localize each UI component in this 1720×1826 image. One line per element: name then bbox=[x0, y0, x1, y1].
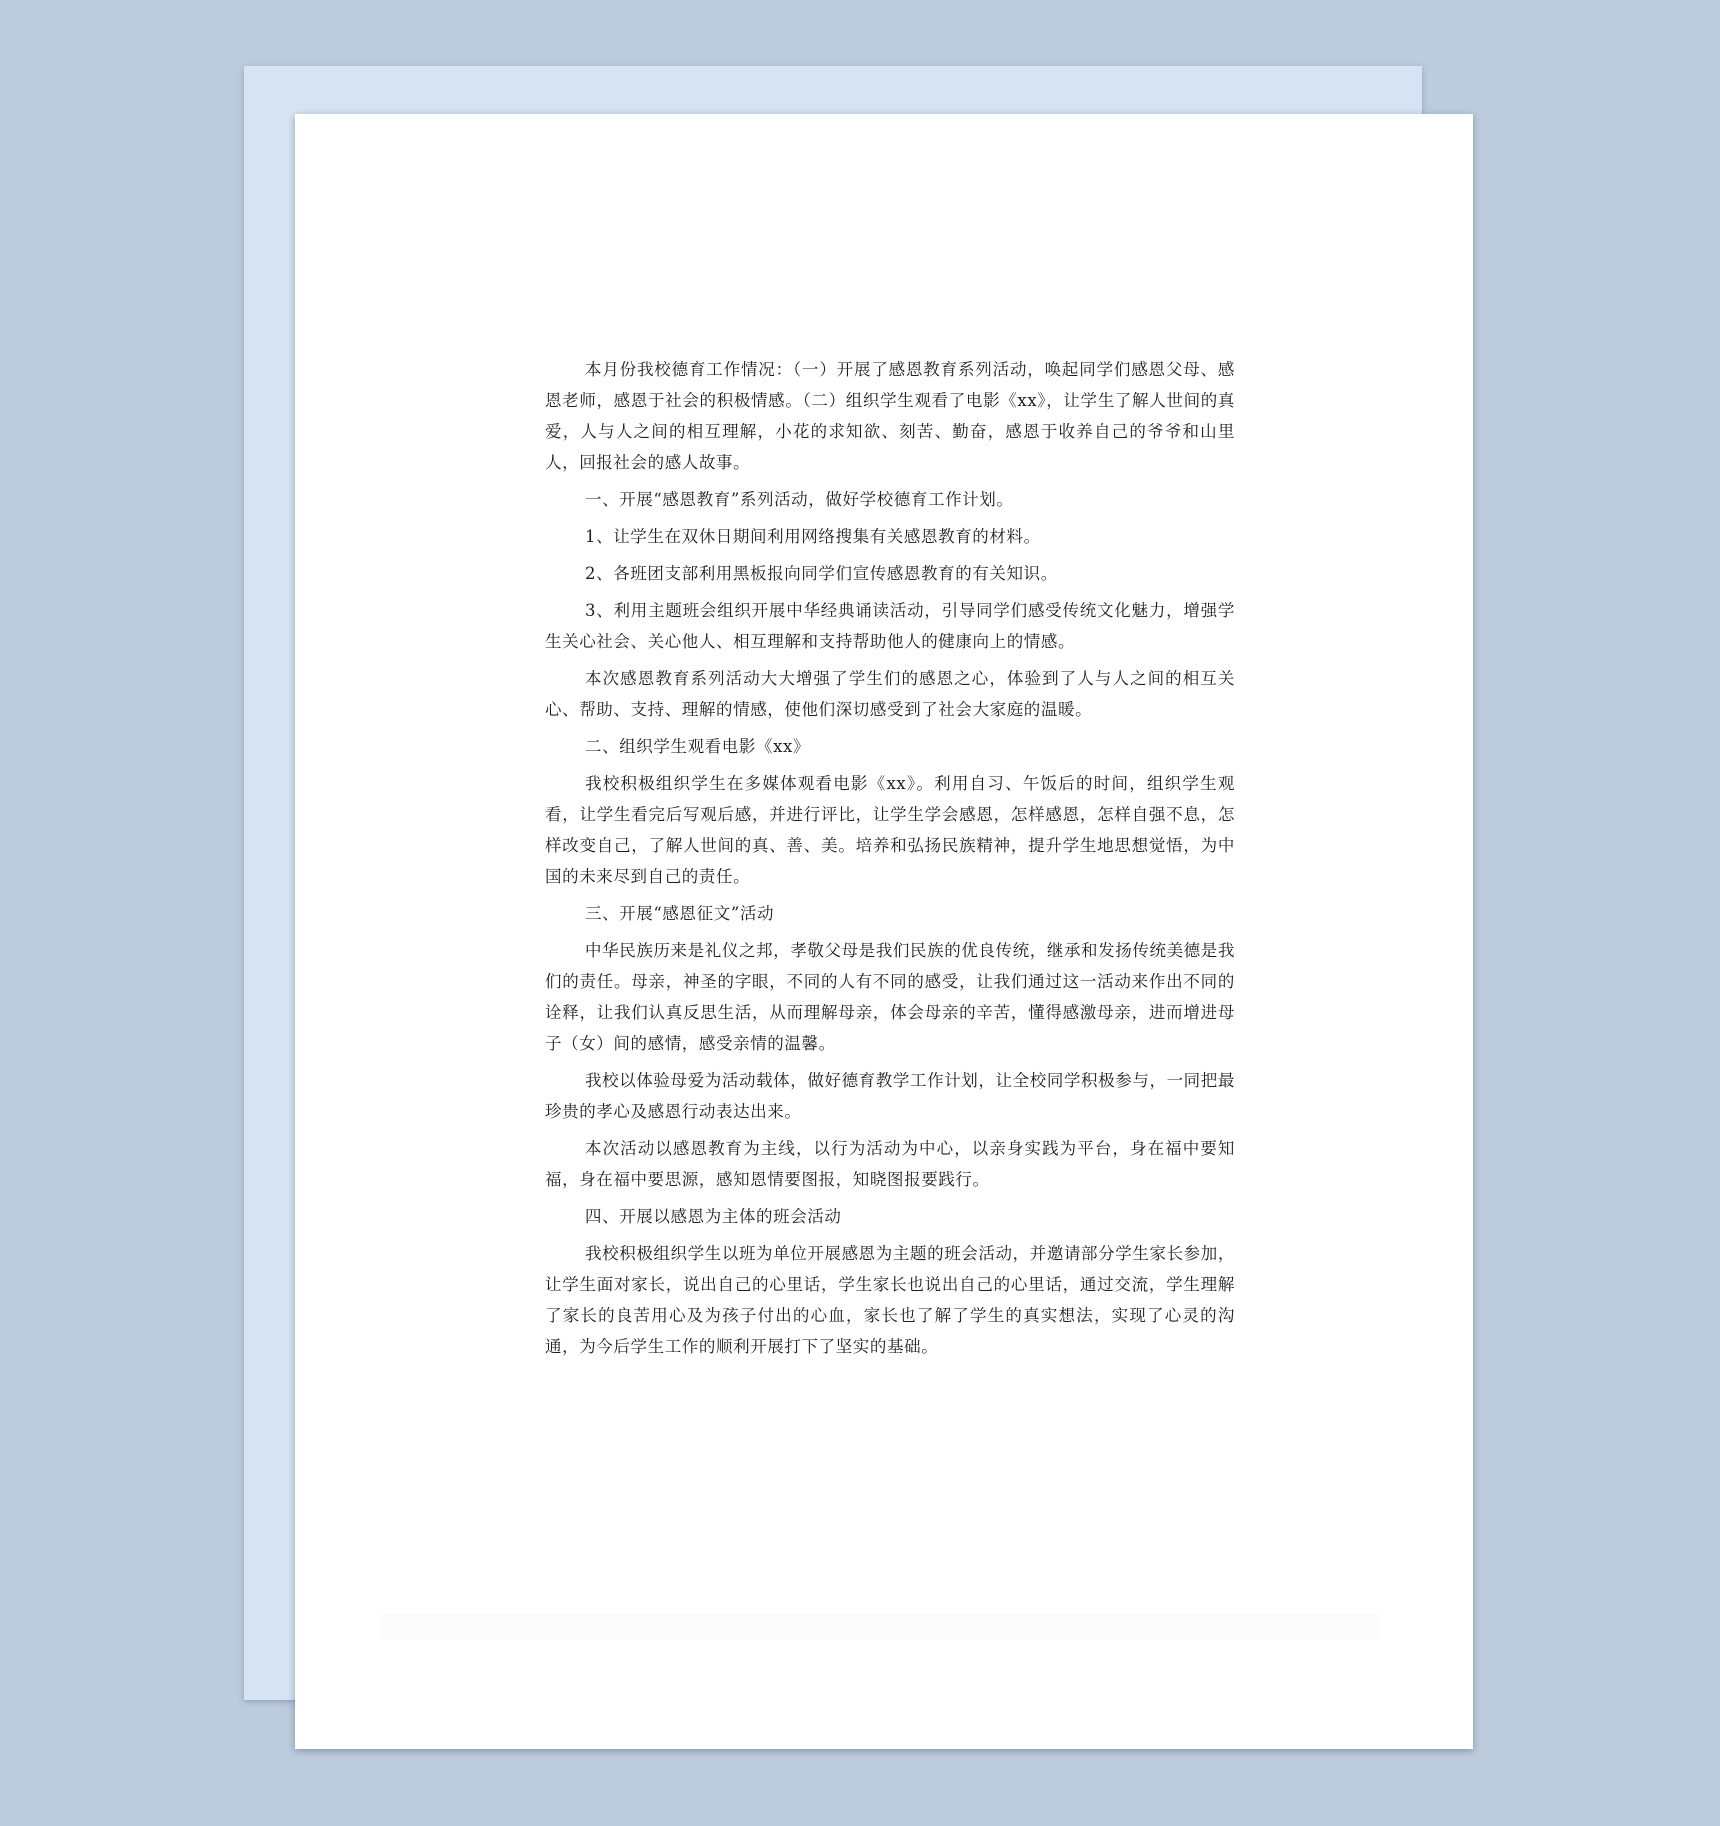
page-footer-band bbox=[380, 1614, 1380, 1640]
paragraph-class-meeting: 我校积极组织学生以班为单位开展感恩为主题的班会活动，并邀请部分学生家长参加，让学生面对家长，说出自己的心里话，学生家长也说出自己的心里话，通过交流，学生理解了家长的良苦用心及为孩子付出的心血，家长也了解了学生的真实想法，实现了心灵的沟通，为今后学生工作的顺利开展打下了坚实的基础。 bbox=[545, 1244, 1235, 1356]
list-item-1: 1、让学生在双休日期间利用网络搜集有关感恩教育的材料。 bbox=[585, 527, 1041, 546]
list-item-2: 2、各班团支部利用黑板报向同学们宣传感恩教育的有关知识。 bbox=[585, 564, 1058, 583]
paragraph-essay-summary: 本次活动以感恩教育为主线，以行为活动为中心，以亲身实践为平台，身在福中要知福，身在福中要思源，感知恩情要图报，知晓图报要践行。 bbox=[545, 1139, 1235, 1189]
paragraph-movie: 我校积极组织学生在多媒体观看电影《xx》。利用自习、午饭后的时间，组织学生观看，让学生看完后写观后感，并进行评比，让学生学会感恩，怎样感恩，怎样自强不息，怎样改变自己，了解人世间的真、善、美。培养和弘扬民族精神，提升学生地思想觉悟，为中国的未来尽到自己的责任。 bbox=[545, 774, 1235, 886]
document-body bbox=[545, 354, 1235, 1368]
paragraph-summary-1: 本次感恩教育系列活动大大增强了学生们的感恩之心，体验到了人与人之间的相互关心、帮助、支持、理解的情感，使他们深切感受到了社会大家庭的温暖。 bbox=[545, 669, 1235, 719]
list-item-3: 3、利用主题班会组织开展中华经典诵读活动，引导同学们感受传统文化魅力，增强学生关心社会、关心他人、相互理解和支持帮助他人的健康向上的情感。 bbox=[545, 601, 1235, 651]
heading-section-2: 二、组织学生观看电影《xx》 bbox=[585, 737, 811, 756]
paragraph-intro: 本月份我校德育工作情况：（一）开展了感恩教育系列活动，唤起同学们感恩父母、感恩老师，感恩于社会的积极情感。（二）组织学生观看了电影《xx》，让学生了解人世间的真爱，人与人之间的相互理解，小花的求知欲、刻苦、勤奋，感恩于收养自己的爷爷和山里人，回报社会的感人故事。 bbox=[545, 360, 1235, 472]
heading-section-3: 三、开展“感恩征文”活动 bbox=[585, 904, 775, 923]
document-page bbox=[295, 114, 1473, 1749]
paragraph-essay: 中华民族历来是礼仪之邦，孝敬父母是我们民族的优良传统，继承和发扬传统美德是我们的责任。母亲，神圣的字眼，不同的人有不同的感受，让我们通过这一活动来作出不同的诠释，让我们认真反思生活，从而理解母亲，体会母亲的辛苦，懂得感激母亲，进而增进母子（女）间的感情，感受亲情的温馨。 bbox=[545, 941, 1235, 1053]
heading-section-4: 四、开展以感恩为主体的班会活动 bbox=[585, 1207, 842, 1226]
heading-section-1: 一、开展“感恩教育”系列活动，做好学校德育工作计划。 bbox=[585, 490, 1014, 509]
paragraph-essay-carrier: 我校以体验母爱为活动载体，做好德育教学工作计划，让全校同学积极参与，一同把最珍贵的孝心及感恩行动表达出来。 bbox=[545, 1071, 1235, 1121]
